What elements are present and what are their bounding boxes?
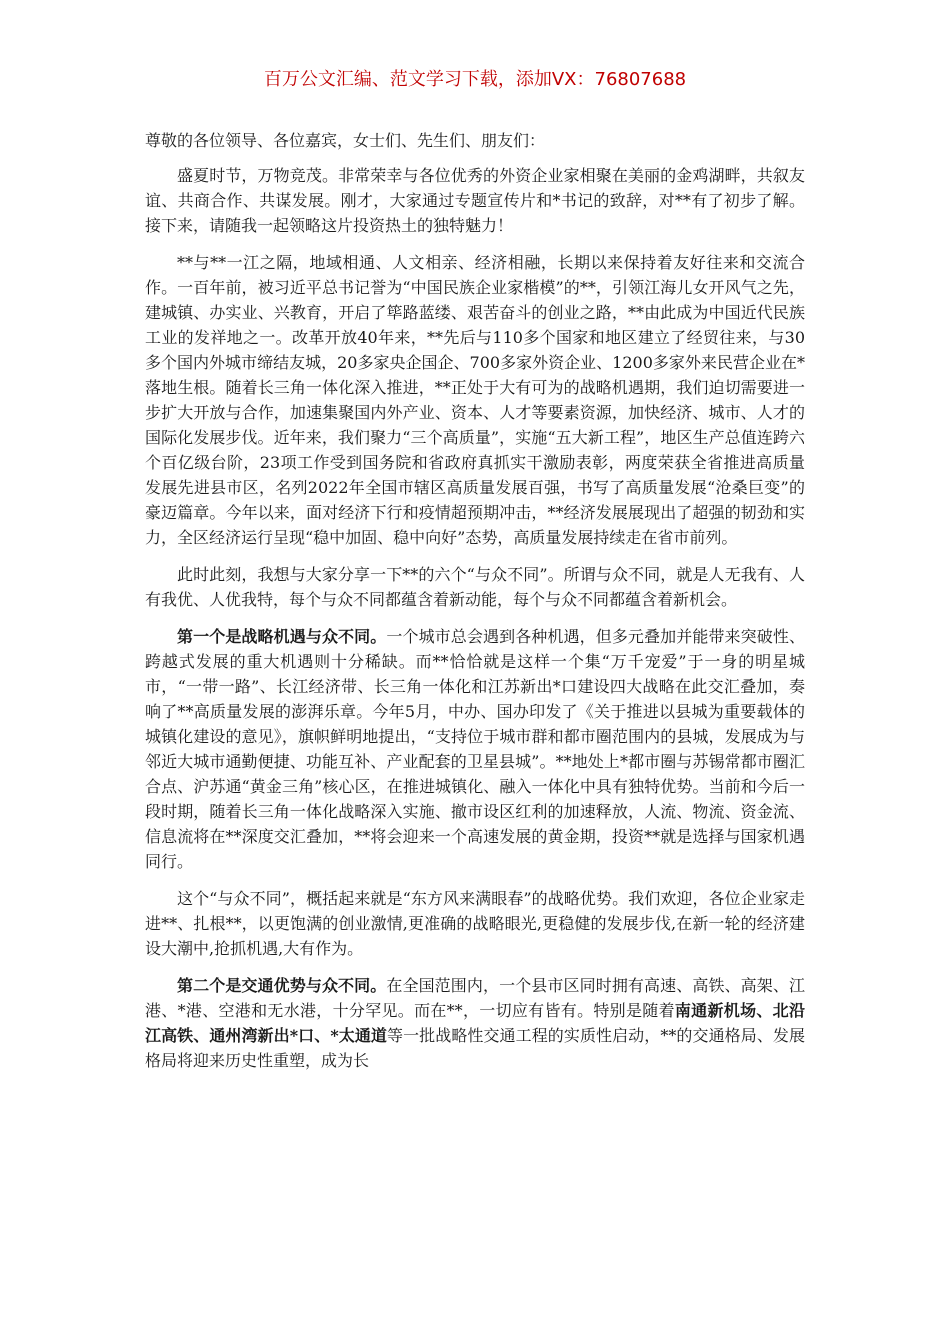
section-heading-transport: 第二个是交通优势与众不同。 (177, 976, 387, 995)
paragraph-history: **与**一江之隔，地域相通、人文相亲、经济相融，长期以来保持着友好往来和交流合作。一百年前，被习近平总书记誉为“中国民族企业家楷模”的**，引领江海儿女开风气之先，建城镇、办实业、兴教育，开启了筚路蓝缕、艰苦奋斗的创业之路，**由此成为中国近代民族工业的发祥地之一。改革开放40年来，**先后与110多个国家和地区建立了经贸往来，与30多个国内外城市缔结友城，20多家央企国企、700多家外资企业、1200多家外来民营企业在*落地生根。随着长三角一体化深入推进，**正处于大有可为的战略机遇期，我们迫切需要进一步扩大开放与合作，加速集聚国内外产业、资本、人才等要素资源，加快经济、城市、人才的国际化发展步伐。近年来，我们聚力“三个高质量”，实施“五大新工程”，地区生产总值连跨六个百亿级台阶，23项工作受到国务院和省政府真抓实干激励表彰，两度荣获全省推进高质量发展先进县市区，名列2022年全国市辖区高质量发展百强，书写了高质量发展“沧桑巨变”的豪迈篇章。今年以来，面对经济下行和疫情超预期冲击，**经济发展展现出了超强的韧劲和实力，全区经济运行呈现“稳中加固、稳中向好”态势，高质量发展持续走在省市前列。 (145, 253, 805, 547)
highlight-projects: 南通新机场、北沿江高铁、通州湾新出*口、*太通道 (145, 1001, 805, 1045)
salutation: 尊敬的各位领导、各位嘉宾，女士们、先生们、朋友们： (145, 131, 546, 150)
paragraph-text: 等一批战略性交通工程的实质性启动，**的交通格局、发展格局将迎来历史性重塑，成为长 (145, 1026, 805, 1070)
section-heading-strategic: 第一个是战略机遇与众不同。 (177, 627, 387, 646)
paragraph-transport (145, 973, 805, 1073)
paragraph-text: 一个城市总会遇到各种机遇，但多元叠加并能带来突破性、跨越式发展的重大机遇则十分稀缺。而**恰恰就是这样一个集“万千宠爱”于一身的明星城市，“一带一路”、长江经济带、长三角一体化和江苏新出*口建设四大战略在此交汇叠加，奏响了**高质量发展的澎湃乐章。今年5月，中办、国办印发了《关于推进以县城为重要载体的城镇化建设的意见》，旗帜鲜明地提出，“支持位于城市群和都市圈范围内的县城，发展成为与邻近大城市通勤便捷、功能互补、产业配套的卫星县城”。**地处上*都市圈与苏锡常都市圈汇合点、沪苏通“黄金三角”核心区，在推进城镇化、融入一体化中具有独特优势。当前和今后一段时期，随着长三角一体化战略深入实施、撤市设区红利的加速释放，人流、物流、资金流、信息流将在**深度交汇叠加，**将会迎来一个高速发展的黄金期，投资**就是选择与国家机遇同行。 (145, 627, 805, 871)
paragraph-summary: 这个“与众不同”，概括起来就是“东方风来满眼春”的战略优势。我们欢迎，各位企业家走进**、扎根**，以更饱满的创业激情,更准确的战略眼光,更稳健的发展步伐,在新一轮的经济建设大潮中,抢抓机遇,大有作为。 (145, 889, 805, 958)
paragraph-strategic-opportunity (145, 624, 805, 874)
paragraph-opening: 盛夏时节，万物竞茂。非常荣幸与各位优秀的外资企业家相聚在美丽的金鸡湖畔，共叙友谊、共商合作、共谋发展。刚才，大家通过专题宣传片和*书记的致辞，对**有了初步了解。接下来，请随我一起领略这片投资热土的独特魅力！ (145, 166, 805, 235)
paragraph-text: 在全国范围内，一个县市区同时拥有高速、高铁、高架、江港、*港、空港和无水港，十分罕见。而在**，一切应有皆有。特别是随着 (145, 976, 805, 1020)
watermark-banner: 百万公文汇编、范文学习下载，添加VX：76807688 (263, 69, 687, 90)
speech-body (145, 128, 805, 1085)
paragraph-six-differences: 此时此刻，我想与大家分享一下**的六个“与众不同”。所谓与众不同，就是人无我有、人有我优、人优我特，每个与众不同都蕴含着新动能，每个与众不同都蕴含着新机会。 (145, 565, 805, 609)
